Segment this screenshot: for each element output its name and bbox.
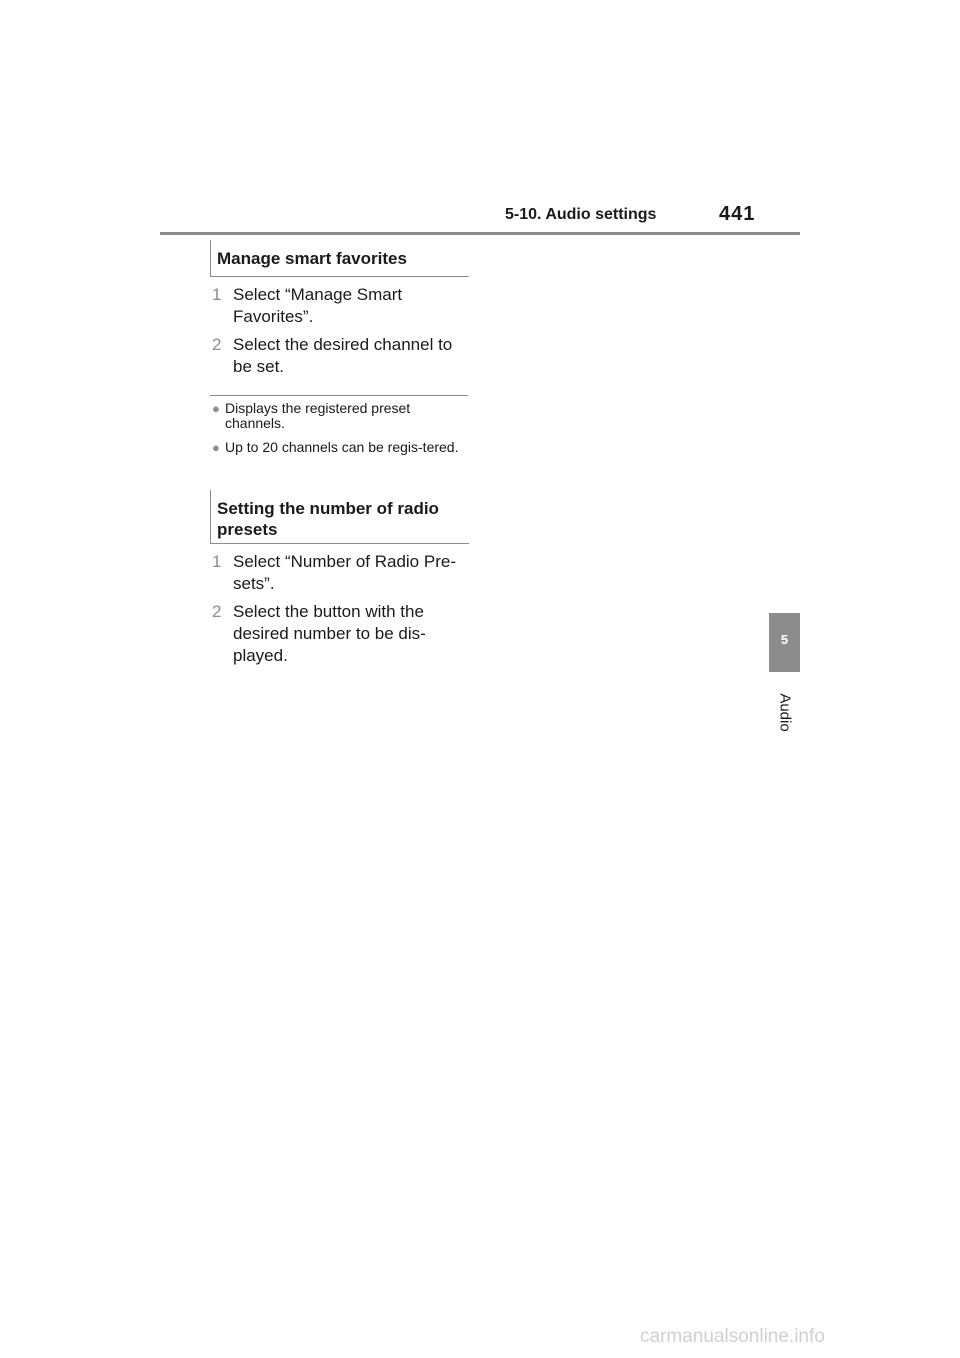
- header-divider: [160, 232, 800, 235]
- section-heading-box: [210, 240, 469, 277]
- chapter-label-text: Audio: [776, 692, 794, 732]
- note-text: Up to 20 channels can be regis-tered.: [225, 439, 459, 455]
- bullet-icon: ●: [212, 401, 220, 416]
- step-item: [212, 551, 472, 595]
- step-number: 1: [212, 285, 222, 304]
- note-text: Displays the registered preset channels.: [225, 400, 411, 431]
- step-number: 2: [212, 335, 222, 354]
- section-title: Setting the number of radio presets: [217, 499, 439, 539]
- header-section-title: 5-10. Audio settings: [505, 206, 657, 223]
- section-heading-box: [210, 490, 469, 544]
- step-text: Select “Number of Radio Pre-sets”.: [233, 552, 456, 593]
- note-divider: [210, 395, 468, 396]
- step-number: 2: [212, 602, 222, 621]
- section-title: Manage smart favorites: [217, 249, 407, 268]
- step-item: [212, 334, 472, 378]
- note-item: [212, 401, 462, 431]
- step-number: 1: [212, 552, 222, 571]
- step-item: [212, 284, 472, 328]
- step-text: Select the button with the desired number to be dis-played.: [233, 602, 426, 665]
- watermark: carmanualsonline.info: [640, 1326, 825, 1347]
- note-item: [212, 440, 462, 455]
- chapter-number: 5: [780, 632, 789, 647]
- chapter-label: [763, 692, 807, 732]
- step-item: [212, 601, 472, 667]
- step-text: Select the desired channel to be set.: [233, 335, 453, 376]
- page-number: 441: [719, 203, 756, 225]
- bullet-icon: ●: [212, 440, 220, 455]
- step-text: Select “Manage Smart Favorites”.: [233, 285, 403, 326]
